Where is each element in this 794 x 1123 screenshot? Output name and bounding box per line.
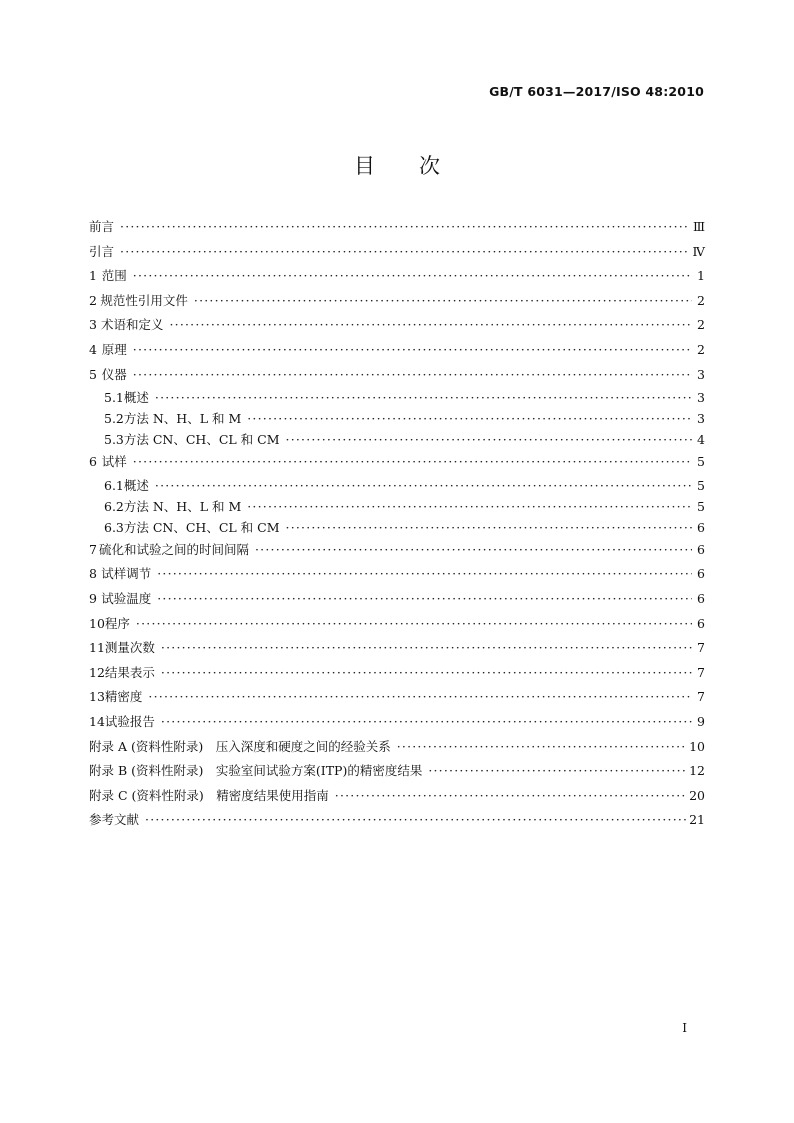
- toc-entry-page: 3: [697, 411, 705, 427]
- toc-entry-label: 试样调节: [101, 566, 152, 582]
- toc-entry-number: 5: [89, 366, 97, 382]
- dot-leader: [335, 784, 686, 809]
- toc-entry[interactable]: [89, 636, 705, 661]
- toc-entry[interactable]: [89, 562, 705, 587]
- dot-leader: [133, 264, 692, 289]
- toc-entry-page: 2: [697, 292, 705, 308]
- dot-leader: [286, 429, 692, 450]
- dot-leader: [120, 240, 689, 265]
- toc-entry[interactable]: [89, 735, 705, 760]
- toc-entry[interactable]: [89, 264, 705, 289]
- toc-entry[interactable]: [89, 429, 705, 450]
- toc-entry-page: 7: [697, 640, 705, 656]
- toc-entry-label: 规范性引用文件: [100, 292, 188, 308]
- dot-leader: [133, 363, 692, 388]
- dot-leader: [157, 562, 692, 587]
- toc-entry-page: 7: [697, 689, 705, 705]
- toc-entry-label: 参考文献: [89, 812, 140, 828]
- toc-entry-number: 11: [89, 640, 105, 656]
- dot-leader: [194, 289, 692, 314]
- toc-entry-label: 试样: [101, 454, 127, 470]
- toc-entry-label: 概述: [123, 477, 149, 493]
- toc-entry-label: 原理: [101, 341, 127, 357]
- toc-entry[interactable]: [89, 784, 705, 809]
- toc-entry-page: 6: [697, 615, 705, 631]
- toc-entry-page: 4: [697, 432, 705, 448]
- toc-entry-label: 程序: [104, 615, 130, 631]
- dot-leader: [145, 808, 686, 833]
- dot-leader: [161, 636, 692, 661]
- toc-entry-label: 硫化和试验之间的时间间隔: [98, 541, 249, 557]
- dot-leader: [255, 538, 692, 563]
- toc-entry[interactable]: [89, 612, 705, 637]
- toc-entry[interactable]: [89, 338, 705, 363]
- toc-entry-number: 4: [89, 341, 97, 357]
- toc-entry-number: 8: [89, 566, 97, 582]
- toc-entry-label: 前言: [89, 219, 115, 234]
- toc-entry-page: 3: [697, 366, 705, 382]
- toc-entry-page: 6: [697, 519, 705, 535]
- dot-leader: [161, 710, 692, 735]
- toc-entry[interactable]: [89, 289, 705, 314]
- toc-entry-number: 6: [89, 454, 97, 470]
- dot-leader: [133, 450, 692, 475]
- toc-entry-label: 测量次数: [104, 640, 155, 656]
- toc-entry-number: 13: [89, 689, 105, 705]
- toc-entry-number: 14: [89, 713, 105, 729]
- toc-entry-page: 6: [697, 541, 705, 557]
- toc-entry[interactable]: [89, 240, 705, 265]
- toc-entry-label: 仪器: [101, 366, 127, 382]
- toc-entry-page: 9: [697, 713, 705, 729]
- toc-entry-number: 2: [89, 292, 97, 308]
- toc-entry-label: 结果表示: [104, 664, 155, 680]
- dot-leader: [247, 408, 692, 429]
- toc-entry-page: 2: [697, 341, 705, 357]
- toc-entry-label: 引言: [89, 243, 115, 259]
- toc-entry-label: 术语和定义: [100, 317, 164, 333]
- dot-leader: [247, 496, 692, 517]
- toc-entry-number: 6.1: [104, 477, 124, 493]
- toc-entry-page: 2: [697, 317, 705, 333]
- toc-entry-label: 附录 C (资料性附录) 精密度结果使用指南: [89, 787, 329, 803]
- dot-leader: [155, 387, 692, 408]
- page-title: 目次: [354, 154, 484, 178]
- dot-leader: [157, 587, 692, 612]
- toc-entry-number: 6.2: [104, 498, 124, 514]
- dot-leader: [286, 517, 692, 538]
- standard-number: GB/T 6031—2017/ISO 48:2010: [489, 84, 704, 99]
- toc-entry-page: Ⅳ: [692, 243, 705, 259]
- toc-entry[interactable]: [89, 759, 705, 784]
- toc-entry-page: 7: [697, 664, 705, 680]
- toc-entry-label: 试验温度: [101, 590, 152, 606]
- toc-entry-number: 12: [89, 664, 105, 680]
- toc-entry-number: 3: [89, 317, 97, 333]
- toc-entry-page: Ⅲ: [692, 219, 705, 234]
- toc-entry[interactable]: [89, 685, 705, 710]
- toc-entry[interactable]: [89, 408, 705, 429]
- toc-entry[interactable]: [89, 517, 705, 538]
- dot-leader: [397, 735, 686, 760]
- toc-entry[interactable]: [89, 710, 705, 735]
- toc-entry-number: 5.2: [104, 411, 124, 427]
- toc-entry[interactable]: [89, 313, 705, 338]
- toc-entry[interactable]: [89, 808, 705, 833]
- toc-entry[interactable]: [89, 587, 705, 612]
- dot-leader: [155, 475, 692, 496]
- toc-entry-label: 方法 N、H、L 和 M: [123, 411, 242, 427]
- toc-entry-label: 概述: [123, 390, 149, 406]
- toc-entry-page: 21: [689, 812, 705, 828]
- dot-leader: [161, 661, 692, 686]
- toc-entry[interactable]: [89, 450, 705, 475]
- toc-entry[interactable]: [89, 387, 705, 408]
- toc-entry-number: 9: [89, 590, 97, 606]
- toc-entry-label: 方法 CN、CH、CL 和 CM: [123, 519, 280, 535]
- toc-entry-page: 5: [697, 454, 705, 470]
- toc-entry-page: 20: [689, 787, 705, 803]
- dot-leader: [133, 338, 692, 363]
- toc-entry-label: 附录 B (资料性附录) 实验室间试验方案(ITP)的精密度结果: [89, 763, 423, 779]
- dot-leader: [120, 215, 690, 240]
- page-number: I: [682, 1021, 687, 1035]
- toc-entry-label: 试验报告: [104, 713, 155, 729]
- toc-entry[interactable]: [89, 363, 705, 388]
- toc-entry[interactable]: [89, 538, 705, 563]
- toc-entry-page: 6: [697, 590, 705, 606]
- dot-leader: [169, 313, 692, 338]
- toc-entry-label: 方法 N、H、L 和 M: [123, 498, 242, 514]
- toc-entry-number: 1: [89, 268, 97, 284]
- toc-entry-page: 12: [689, 763, 705, 779]
- table-of-contents: [89, 215, 705, 833]
- toc-entry-label: 范围: [101, 268, 127, 284]
- toc-entry-number: 6.3: [104, 519, 124, 535]
- toc-entry[interactable]: [89, 475, 705, 496]
- toc-entry-page: 10: [689, 738, 705, 754]
- toc-entry[interactable]: [89, 496, 705, 517]
- dot-leader: [428, 759, 686, 784]
- toc-entry-number: 5.1: [104, 390, 124, 406]
- dot-leader: [136, 612, 692, 637]
- toc-entry-label: 精密度: [104, 689, 143, 705]
- toc-entry-page: 5: [697, 498, 705, 514]
- toc-entry-label: 方法 CN、CH、CL 和 CM: [123, 432, 280, 448]
- toc-entry-page: 5: [697, 477, 705, 493]
- toc-entry-page: 1: [697, 268, 705, 284]
- toc-entry-number: 7: [89, 541, 97, 557]
- toc-entry[interactable]: [89, 661, 705, 686]
- toc-entry-label: 附录 A (资料性附录) 压入深度和硬度之间的经验关系: [89, 738, 391, 754]
- toc-entry[interactable]: [89, 215, 705, 240]
- toc-entry-number: 10: [89, 615, 105, 631]
- toc-entry-number: 5.3: [104, 432, 124, 448]
- toc-entry-page: 3: [697, 390, 705, 406]
- dot-leader: [148, 685, 692, 710]
- toc-entry-page: 6: [697, 566, 705, 582]
